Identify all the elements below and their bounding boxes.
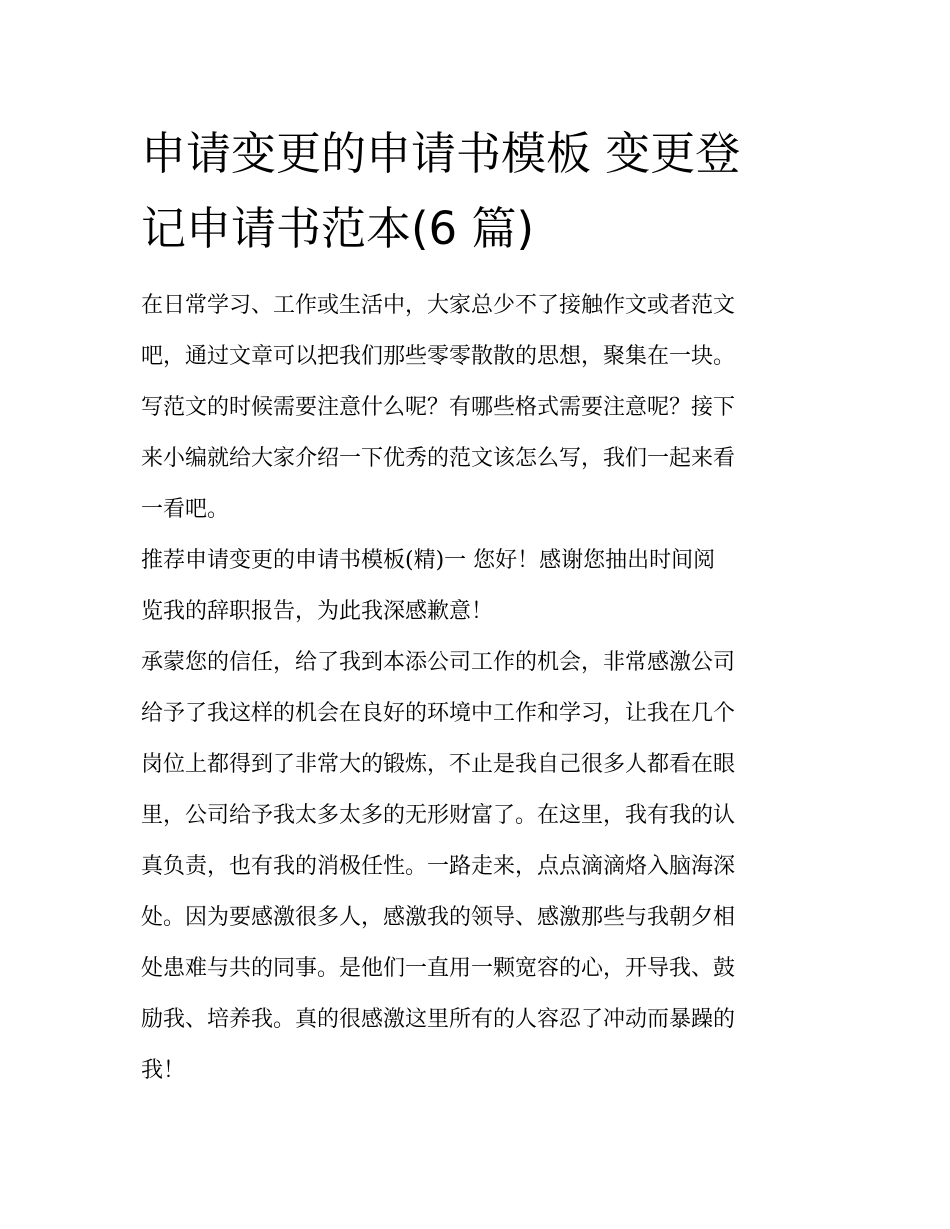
text-line: 览我的辞职报告，为此我深感歉意！ (141, 599, 494, 624)
text-line: 处患难与共的同事。是他们一直用一颗宽容的心，开导我、鼓 (141, 956, 736, 981)
text-line: 写范文的时候需要注意什么呢？有哪些格式需要注意呢？接下 (141, 395, 736, 420)
document-title (141, 116, 821, 266)
section-heading-paragraph (141, 535, 821, 637)
intro-paragraph (141, 280, 821, 535)
body-paragraph (141, 637, 821, 1096)
text-line: 在日常学习、工作或生活中，大家总少不了接触作文或者范文 (141, 293, 736, 318)
document-body (141, 280, 821, 1096)
text-line: 承蒙您的信任，给了我到本添公司工作的机会，非常感激公司 (141, 650, 736, 675)
text-line: 励我、培养我。真的很感激这里所有的人容忍了冲动而暴躁的 (141, 1007, 736, 1032)
title-line: 申请变更的申请书模板 变更登 (141, 127, 741, 180)
text-line: 一看吧。 (141, 497, 230, 522)
text-line: 来小编就给大家介绍一下优秀的范文该怎么写，我们一起来看 (141, 446, 736, 471)
text-line: 给予了我这样的机会在良好的环境中工作和学习，让我在几个 (141, 701, 736, 726)
text-line: 岗位上都得到了非常大的锻炼，不止是我自己很多人都看在眼 (141, 752, 736, 777)
text-line: 我！ (141, 1058, 186, 1083)
title-line: 记申请书范本(6 篇) (141, 202, 535, 255)
text-line: 真负责，也有我的消极任性。一路走来，点点滴滴烙入脑海深 (141, 854, 736, 879)
text-line: 推荐申请变更的申请书模板(精)一 您好！感谢您抽出时间阅 (141, 548, 716, 573)
text-line: 处。因为要感激很多人，感激我的领导、感激那些与我朝夕相 (141, 905, 736, 930)
text-line: 里，公司给予我太多太多的无形财富了。在这里，我有我的认 (141, 803, 736, 828)
text-line: 吧，通过文章可以把我们那些零零散散的思想，聚集在一块。 (141, 344, 736, 369)
